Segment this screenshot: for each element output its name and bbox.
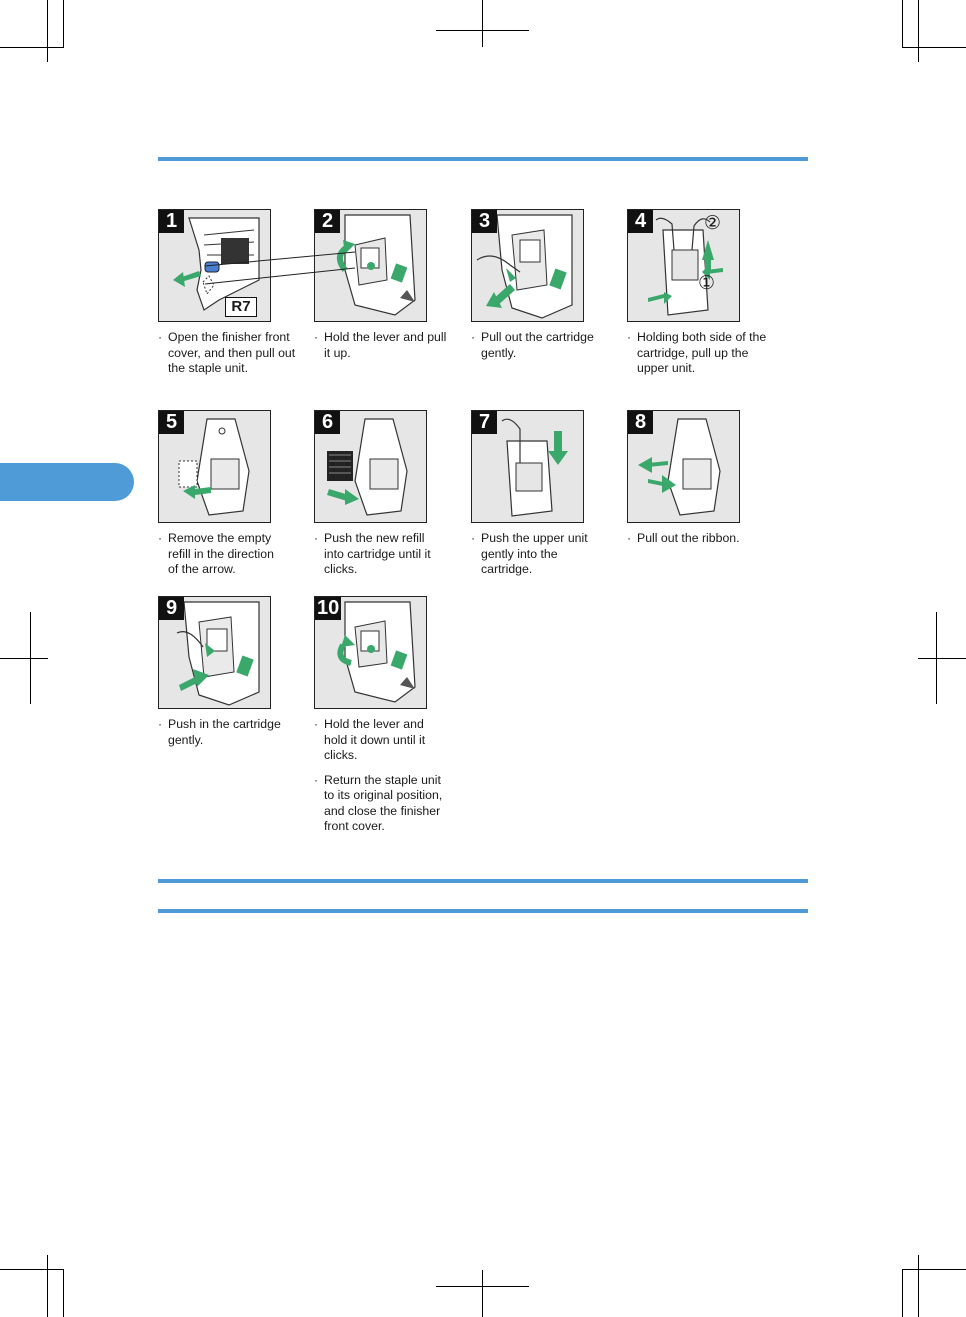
caption-text: · Return the staple unit to its original position, and close the finisher front cover. (314, 773, 446, 835)
step-number: 5 (159, 411, 184, 434)
caption-text: · Hold the lever and pull it up. (314, 330, 454, 361)
caption-text: · Push the new refill into cartridge until it clicks. (314, 531, 444, 578)
crop-mark (482, 0, 483, 47)
step-caption-7 (471, 531, 601, 587)
callout-2: ② (704, 213, 722, 234)
caption-text: · Remove the empty refill in the direction of the arrow. (158, 531, 286, 578)
step-illustration-9 (158, 596, 271, 709)
crop-mark (918, 0, 919, 62)
step-caption-2 (314, 330, 454, 370)
crop-mark (902, 0, 903, 48)
step-number: 2 (315, 210, 340, 233)
crop-mark (0, 1269, 63, 1270)
section-rule (158, 879, 808, 883)
chapter-tab (0, 463, 134, 501)
step-caption-4 (627, 330, 767, 386)
caption-text: · Push the upper unit gently into the cartridge. (471, 531, 601, 578)
step-caption-3 (471, 330, 601, 370)
crop-mark (63, 1269, 64, 1317)
step-caption-1 (158, 330, 298, 386)
step-number: 3 (472, 210, 497, 233)
step-illustration-3 (471, 209, 584, 322)
step-illustration-5 (158, 410, 271, 523)
crop-mark (902, 1269, 903, 1317)
caption-text: · Hold the lever and hold it down until it clicks. (314, 717, 446, 764)
step-number: 10 (317, 597, 340, 619)
step-illustration-6 (314, 410, 427, 523)
step-number: 9 (159, 597, 184, 620)
step-caption-9 (158, 717, 298, 757)
step-number: 1 (159, 210, 184, 233)
header-rule (158, 157, 808, 161)
step-illustration-7 (471, 410, 584, 523)
step-caption-6 (314, 531, 444, 587)
step-illustration-10 (314, 596, 427, 709)
caption-text: · Pull out the cartridge gently. (471, 330, 601, 361)
crop-mark (482, 1270, 483, 1317)
step-caption-10 (314, 717, 446, 844)
crop-mark (63, 0, 64, 48)
caption-text: · Holding both side of the cartridge, pull up the upper unit. (627, 330, 767, 377)
crop-mark (918, 1255, 919, 1317)
step-illustration-8 (627, 410, 740, 523)
section-rule (158, 909, 808, 913)
step-caption-8 (627, 531, 767, 556)
crop-mark (903, 1269, 966, 1270)
step-illustration-4 (627, 209, 740, 322)
connector-line (205, 252, 365, 292)
step-number: 7 (472, 411, 497, 434)
crop-mark (47, 0, 48, 62)
crop-mark (903, 47, 966, 48)
caption-text: · Pull out the ribbon. (627, 531, 767, 547)
step-number: 4 (628, 210, 653, 233)
crop-mark (918, 658, 966, 659)
step-number: 6 (315, 411, 340, 434)
crop-mark (0, 658, 48, 659)
callout-1: ① (698, 273, 716, 294)
model-badge: R7 (225, 297, 257, 317)
crop-mark (0, 47, 63, 48)
crop-mark (47, 1255, 48, 1317)
caption-text: · Push in the cartridge gently. (158, 717, 298, 748)
step-number: 8 (628, 411, 653, 434)
step-caption-5 (158, 531, 286, 587)
caption-text: · Open the finisher front cover, and then pull out the staple unit. (158, 330, 298, 377)
